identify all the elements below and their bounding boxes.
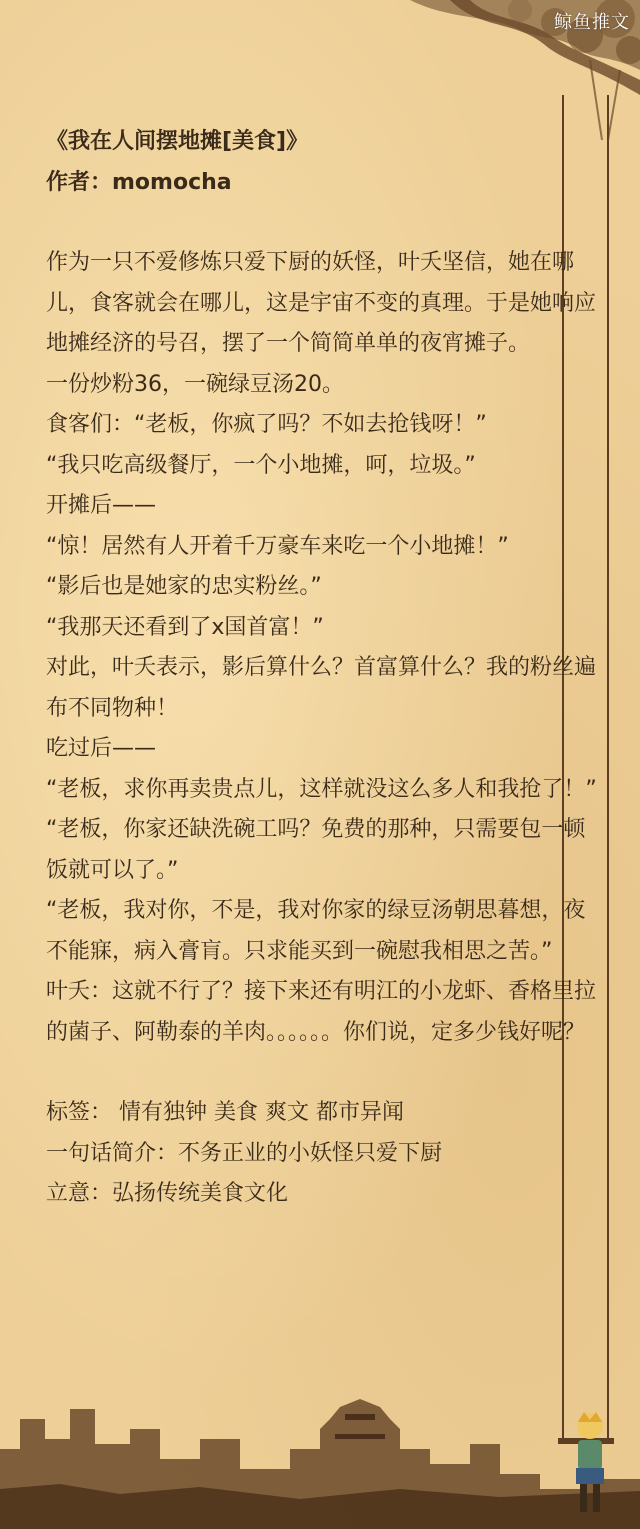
- city-skyline-illustration: [0, 1389, 640, 1529]
- synopsis-paragraph-14: 叶夭：这就不行了？接下来还有明江的小龙虾、香格里拉的菌子、阿勒泰的羊肉。。。。。。你们说，定多少钱好呢？: [46, 979, 597, 1045]
- synopsis-paragraph-5: 开摊后——: [46, 493, 157, 518]
- synopsis-paragraph-12: “老板，你家还缺洗碗工吗？免费的那种，只需要包一顿饭就可以了。”: [46, 817, 586, 883]
- synopsis-paragraph-11: “老板，求你再卖贵点儿，这样就没这么多人和我抢了！”: [46, 776, 597, 802]
- book-title: 《我在人间摆地摊[美食]》: [46, 129, 309, 154]
- synopsis-paragraph-6: “惊！居然有人开着千万豪车来吃一个小地摊！”: [46, 533, 509, 559]
- synopsis-paragraph-9: 对此，叶夭表示，影后算什么？首富算什么？我的粉丝遍布不同物种！: [46, 655, 597, 721]
- synopsis-paragraph-10: 吃过后——: [46, 736, 157, 761]
- synopsis-paragraph-1: 作为一只不爱修炼只爱下厨的妖怪，叶夭坚信，她在哪儿，食客就会在哪儿，这是宇宙不变的真理。于是她响应地摊经济的号召，摆了一个简简单单的夜宵摊子。: [46, 250, 597, 356]
- watermark-text: 鲸鱼推文: [554, 12, 630, 33]
- synopsis-paragraph-8: “我那天还看到了x国首富！”: [46, 614, 324, 640]
- synopsis-paragraph-3: 食客们：“老板，你疯了吗？不如去抢钱呀！”: [46, 412, 487, 437]
- book-author: 作者：momocha: [46, 169, 232, 195]
- child-on-swing-illustration: [560, 1410, 620, 1520]
- tags-line: 标签： 情有独钟 美食 爽文 都市异闻: [46, 1100, 404, 1125]
- spacer: [46, 1053, 606, 1093]
- synopsis-paragraph-2: 一份炒粉36，一碗绿豆汤20。: [46, 371, 344, 397]
- book-intro: [46, 122, 606, 1215]
- spacer: [46, 203, 606, 243]
- synopsis-paragraph-13: “老板，我对你，不是，我对你家的绿豆汤朝思暮想，夜不能寐，病入膏肓。只求能买到一碗慰我相思之苦。”: [46, 898, 586, 964]
- one-line-summary: 一句话简介：不务正业的小妖怪只爱下厨: [46, 1140, 443, 1166]
- synopsis-paragraph-7: “影后也是她家的忠实粉丝。”: [46, 574, 322, 599]
- synopsis-paragraph-4: “我只吃高级餐厅，一个小地摊，呵，垃圾。”: [46, 452, 476, 478]
- theme-line: 立意：弘扬传统美食文化: [46, 1181, 289, 1206]
